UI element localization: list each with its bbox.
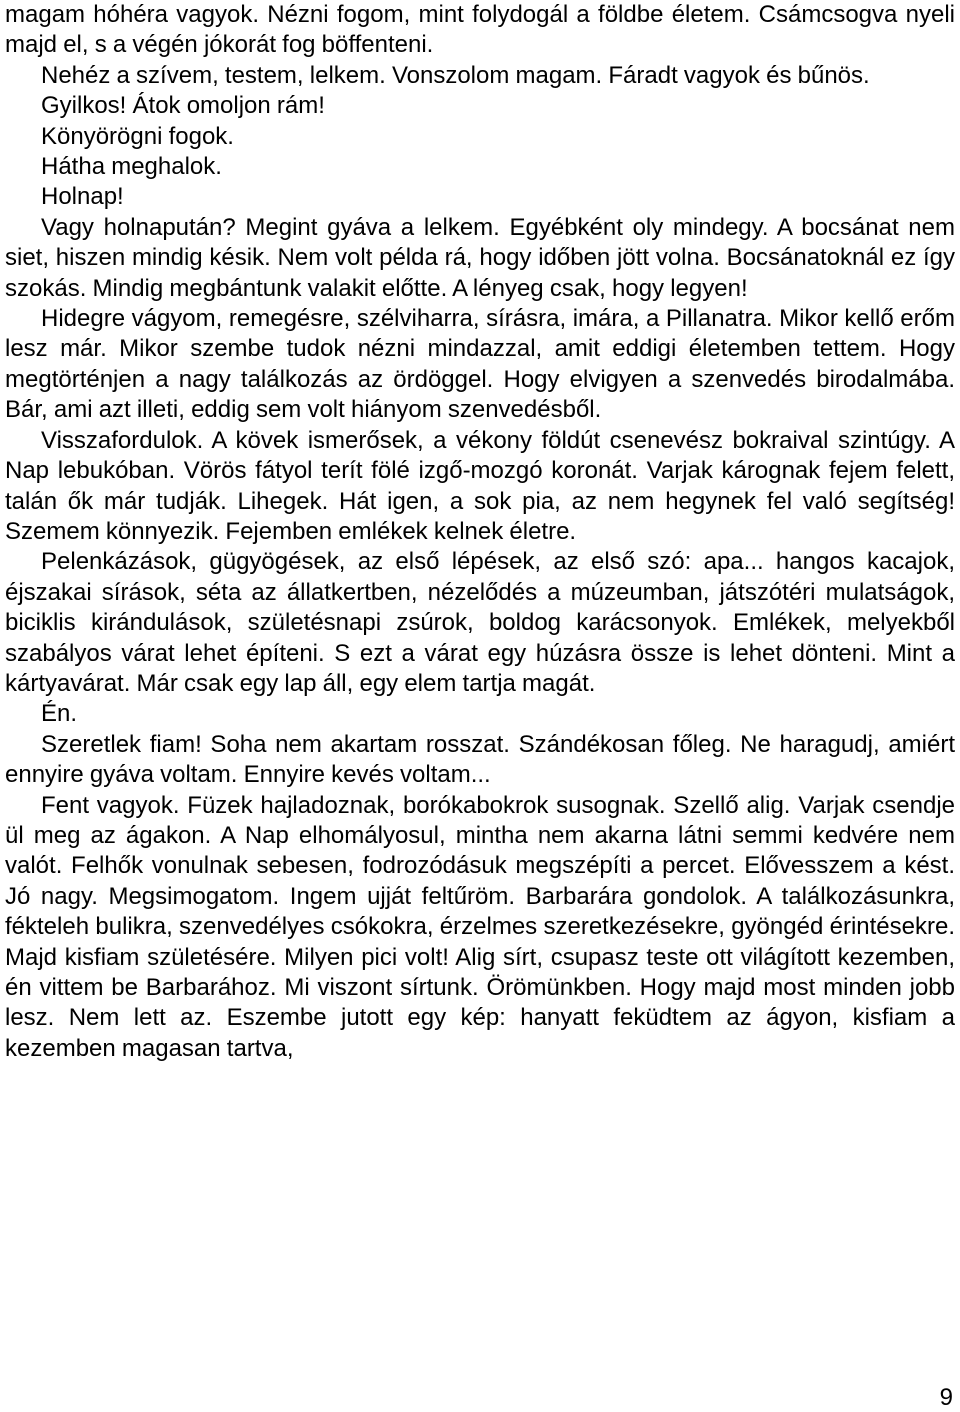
paragraph: Holnap! xyxy=(41,183,124,211)
paragraph: Fent vagyok. Füzek hajladoznak, borókabokrok susognak. Szellő alig. Varjak csendje ül meg az ágakon. A Nap elhomályosul, mintha nem akarna látni semmi kedvére nem valót. Felhők vonulnak sebesen, fodrozódásuk megszépíti a percet. Elővesszem a kést. Jó nagy. Megsimogatom. Ingem ujját feltűröm. Barbarára gondolok. A találkozásunkra, fékteleh bulikra, szenvedélyes csókokra, érzelmes szeretkezésekre, gyöngéd érintésekre. Majd kisfiam születésére. Milyen pici volt! Alig sírt, csupasz teste ott világított kezemben, én vittem be Barbarához. Mi viszont sírtunk. Örömünkben. Hogy majd most minden jobb lesz. Nem lett az. Eszembe jutott egy kép: hanyatt feküdtem az ágyon, kisfiam a kezemben magasan tartva, xyxy=(5,791,955,1062)
paragraph: Én. xyxy=(41,700,78,728)
paragraph: Pelenkázások, gügyögések, az első lépések, az első szó: apa... hangos kacajok, éjszakai sírások, séta az állatkertben, nézelődés a múzeumban, játszótéri mulatságok, biciklis kirándulások, születésnapi zsúrok, boldog karácsonyok. Emlékek, melyekből szabályos várat lehet építeni. S ezt a várat egy húzásra össze is lehet dönteni. Mint a kártyavárat. Már csak egy lap áll, egy elem tartja magát. xyxy=(5,548,955,697)
paragraph: Könyörögni fogok. xyxy=(41,122,234,150)
paragraph: Hidegre vágyom, remegésre, szélviharra, sírásra, imára, a Pillanatra. Mikor kellő erőm lesz már. Mikor szembe tudok nézni mindazzal, amit eddigi életemben tettem. Hogy megtörténjen a nagy találkozás az ördöggel. Hogy elvigyen a szenvedés birodalmába. Bár, ami azt illeti, eddig sem volt hiányom szenvedésből. xyxy=(5,305,955,424)
paragraph: Szeretlek fiam! Soha nem akartam rosszat. Szándékosan főleg. Ne haragudj, amiért ennyire gyáva voltam. Ennyire kevés voltam... xyxy=(5,730,955,789)
paragraph: Nehéz a szívem, testem, lelkem. Vonszolom magam. Fáradt vagyok és bűnös. xyxy=(41,61,870,89)
paragraph: magam hóhéra vagyok. Nézni fogom, mint folydogál a földbe életem. Csámcsogva nyeli majd el, s a végén jókorát fog böffenteni. xyxy=(5,1,955,59)
paragraph: Vagy holnapután? Megint gyáva a lelkem. Egyébként oly mindegy. A bocsánat nem siet, hiszen mindig késik. Nem volt példa rá, hogy időben jött volna. Bocsánatoknál ez így szokás. Mindig megbántunk valakit előtte. A lényeg csak, hogy legyen! xyxy=(5,213,955,302)
paragraph: Visszafordulok. A kövek ismerősek, a vékony földút csenevész bokraival szintúgy. A Nap lebukóban. Vörös fátyol terít fölé izgő-mozgó koronát. Varjak kárognak fejem felett, talán ők már tudják. Lihegek. Hát igen, a sok pia, az nem hegynek fel való segítség! Szemem könnyezik. Fejemben emlékek kelnek életre. xyxy=(5,426,955,545)
document-page xyxy=(5,0,955,1064)
page-number: 9 xyxy=(939,1384,953,1411)
paragraph: Hátha meghalok. xyxy=(41,153,222,181)
paragraph: Gyilkos! Átok omoljon rám! xyxy=(41,92,325,120)
